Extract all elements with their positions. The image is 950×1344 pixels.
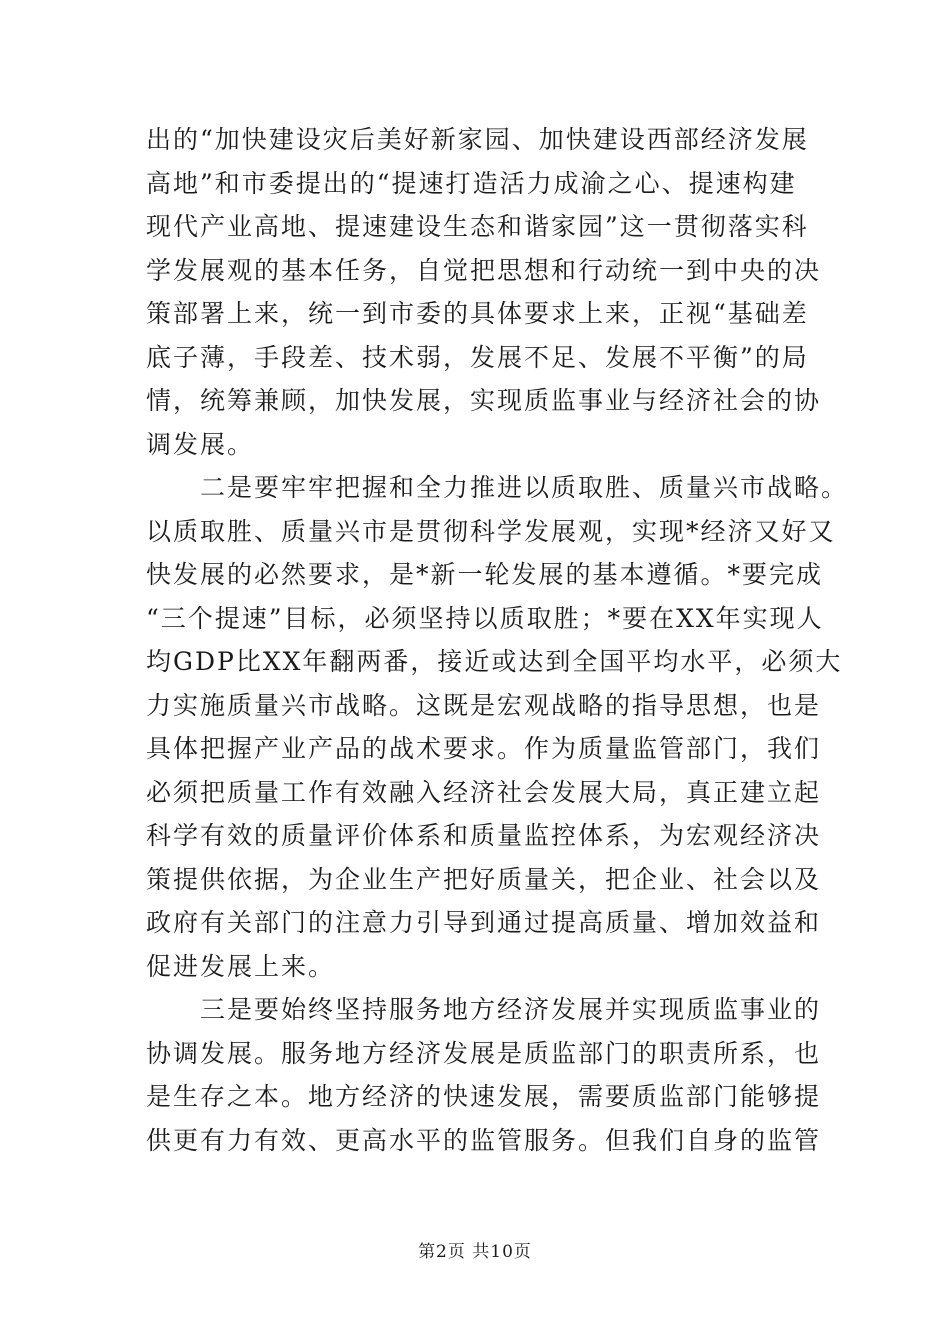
text-line: 力实施质量兴市战略。这既是宏观战略的指导思想，也是 <box>146 690 822 720</box>
text-line: 快发展的必然要求，是*新一轮发展的基本遵循。*要完成 <box>146 560 824 589</box>
text-line: 现代产业高地、提速建设生态和谐家园”这一贯彻落实科 <box>146 212 809 241</box>
document-body <box>146 118 849 1162</box>
text-line: 三是要始终坚持服务地方经济发展并实现质监事业的 <box>146 995 822 1024</box>
text-line: 均GDP比XX年翻两番，接近或达到全国平均水平，必须大 <box>146 647 843 676</box>
text-line: 促进发展上来。 <box>146 951 336 981</box>
text-line: 调发展。 <box>146 429 255 459</box>
text-line: 以质取胜、质量兴市是贯彻科学发展观，实现*经济又好又 <box>146 516 836 546</box>
text-line: “三个提速”目标，必须坚持以质取胜；*要在XX年实现人 <box>146 603 824 633</box>
text-line: 是生存之本。地方经济的快速发展，需要质监部门能够提 <box>146 1082 822 1111</box>
text-line: 供更有力有效、更高水平的监管服务。但我们自身的监管 <box>146 1125 822 1155</box>
text-line: 策部署上来，统一到市委的具体要求上来，正视“基础差 <box>146 299 809 328</box>
text-line: 底子薄，手段差、技术弱，发展不足、发展不平衡”的局 <box>146 342 809 372</box>
text-line: 二是要牢牢把握和全力推进以质取胜、质量兴市战略。 <box>146 473 849 502</box>
text-line: 科学有效的质量评价体系和质量监控体系，为宏观经济决 <box>146 821 822 850</box>
text-line: 高地”和市委提出的“提速打造活力成渝之心、提速构建 <box>146 168 797 198</box>
text-line: 学发展观的基本任务，自觉把思想和行动统一到中央的决 <box>146 255 822 285</box>
text-line: 具体把握产业产品的战术要求。作为质量监管部门，我们 <box>146 734 822 763</box>
text-line: 必须把质量工作有效融入经济社会发展大局，真正建立起 <box>146 777 822 807</box>
page-number-footer: 第2页 共10页 <box>418 1242 532 1262</box>
text-line: 政府有关部门的注意力引导到通过提高质量、增加效益和 <box>146 908 822 937</box>
text-line: 出的“加快建设灾后美好新家园、加快建设西部经济发展 <box>146 125 809 154</box>
text-line: 情，统筹兼顾，加快发展，实现质监事业与经济社会的协 <box>146 386 822 415</box>
text-line: 协调发展。服务地方经济发展是质监部门的职责所系，也 <box>146 1038 822 1068</box>
text-line: 策提供依据，为企业生产把好质量关，把企业、社会以及 <box>146 864 822 894</box>
